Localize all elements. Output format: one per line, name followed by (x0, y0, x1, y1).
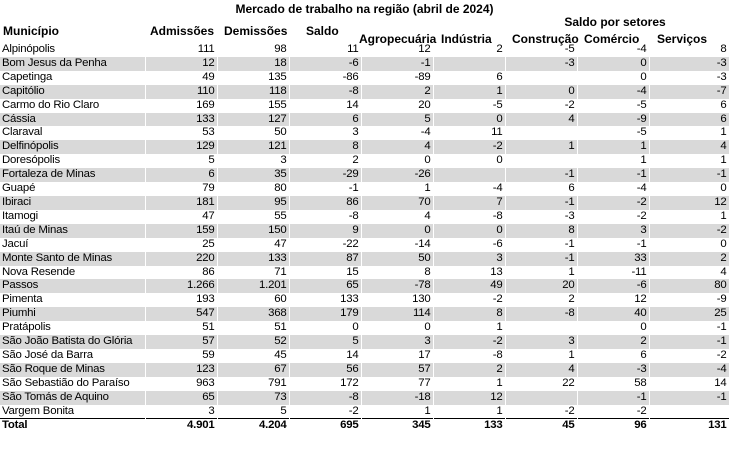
cell-saldo: 15 (289, 266, 361, 280)
table-row (0, 391, 729, 405)
cell-comercio: 0 (577, 57, 649, 71)
cell-industria: 3 (433, 252, 505, 266)
table-row (0, 405, 729, 419)
cell-saldo: 14 (289, 349, 361, 363)
cell-saldo: -86 (289, 71, 361, 85)
cell-agropecuaria: 4 (361, 210, 433, 224)
cell-servicos: 4 (649, 140, 729, 154)
cell-admissoes: 57 (145, 335, 217, 349)
cell-admissoes: 49 (145, 71, 217, 85)
table-row (0, 85, 729, 99)
cell-industria: -6 (433, 238, 505, 252)
cell-comercio: -6 (577, 279, 649, 293)
table-row (0, 140, 729, 154)
header-saldo: Saldo (306, 24, 339, 38)
cell-agropecuaria: 1 (361, 405, 433, 419)
cell-servicos: 0 (649, 238, 729, 252)
header-industria: Indústria (441, 32, 492, 46)
cell-demissoes: 1.201 (217, 279, 289, 293)
cell-admissoes: 6 (145, 168, 217, 182)
table-body (0, 43, 729, 433)
cell-demissoes: 18 (217, 57, 289, 71)
cell-industria: -2 (433, 335, 505, 349)
total-comercio: 96 (577, 419, 649, 433)
cell-servicos: 0 (649, 182, 729, 196)
cell-construcao: 20 (505, 279, 577, 293)
cell-agropecuaria: 0 (361, 224, 433, 238)
cell-municipio: Passos (0, 279, 145, 293)
table-row (0, 113, 729, 127)
cell-comercio: -2 (577, 405, 649, 419)
cell-saldo: 179 (289, 307, 361, 321)
cell-servicos: -1 (649, 168, 729, 182)
cell-admissoes: 3 (145, 405, 217, 419)
cell-servicos (649, 405, 729, 419)
cell-construcao: 1 (505, 349, 577, 363)
cell-agropecuaria: 3 (361, 335, 433, 349)
cell-municipio: Capetinga (0, 71, 145, 85)
cell-demissoes: 155 (217, 99, 289, 113)
cell-construcao (505, 126, 577, 140)
cell-demissoes: 98 (217, 43, 289, 57)
cell-industria: 2 (433, 363, 505, 377)
cell-industria: 7 (433, 196, 505, 210)
cell-demissoes: 47 (217, 238, 289, 252)
cell-saldo: 86 (289, 196, 361, 210)
cell-demissoes: 5 (217, 405, 289, 419)
cell-agropecuaria: 4 (361, 140, 433, 154)
table-row (0, 154, 729, 168)
cell-industria (433, 57, 505, 71)
cell-demissoes: 133 (217, 252, 289, 266)
cell-admissoes: 53 (145, 126, 217, 140)
cell-industria: -2 (433, 293, 505, 307)
cell-construcao: -2 (505, 405, 577, 419)
table-row (0, 266, 729, 280)
cell-admissoes: 1.266 (145, 279, 217, 293)
cell-agropecuaria: -4 (361, 126, 433, 140)
cell-comercio: -11 (577, 266, 649, 280)
cell-admissoes: 963 (145, 377, 217, 391)
cell-saldo: 5 (289, 335, 361, 349)
cell-saldo: -6 (289, 57, 361, 71)
cell-municipio: São José da Barra (0, 349, 145, 363)
cell-municipio: Itamogi (0, 210, 145, 224)
table-row (0, 279, 729, 293)
cell-admissoes: 47 (145, 210, 217, 224)
cell-admissoes: 51 (145, 321, 217, 335)
cell-comercio: -3 (577, 363, 649, 377)
employment-table (0, 43, 729, 433)
cell-construcao: -3 (505, 57, 577, 71)
cell-admissoes: 169 (145, 99, 217, 113)
cell-comercio: -4 (577, 182, 649, 196)
cell-construcao: 2 (505, 293, 577, 307)
cell-demissoes: 135 (217, 71, 289, 85)
cell-industria: 1 (433, 405, 505, 419)
header-demissoes: Demissões (224, 24, 288, 38)
cell-municipio: Itaú de Minas (0, 224, 145, 238)
table-row (0, 57, 729, 71)
cell-comercio: -5 (577, 99, 649, 113)
cell-saldo: 172 (289, 377, 361, 391)
cell-servicos: -2 (649, 349, 729, 363)
cell-admissoes: 181 (145, 196, 217, 210)
table-row (0, 43, 729, 57)
cell-construcao: 8 (505, 224, 577, 238)
cell-agropecuaria: 50 (361, 252, 433, 266)
cell-agropecuaria: 0 (361, 321, 433, 335)
cell-comercio: 3 (577, 224, 649, 238)
total-demissoes: 4.204 (217, 419, 289, 433)
cell-agropecuaria: 17 (361, 349, 433, 363)
cell-municipio: São Sebastião do Paraíso (0, 377, 145, 391)
cell-saldo: -8 (289, 391, 361, 405)
cell-industria: 12 (433, 391, 505, 405)
cell-servicos: 12 (649, 196, 729, 210)
cell-construcao: -8 (505, 307, 577, 321)
table-row (0, 293, 729, 307)
cell-construcao (505, 154, 577, 168)
cell-comercio: -5 (577, 126, 649, 140)
cell-demissoes: 368 (217, 307, 289, 321)
cell-industria: -2 (433, 140, 505, 154)
cell-servicos: 6 (649, 99, 729, 113)
cell-saldo: 87 (289, 252, 361, 266)
cell-agropecuaria: -1 (361, 57, 433, 71)
cell-comercio: -2 (577, 196, 649, 210)
cell-servicos: -1 (649, 335, 729, 349)
cell-industria: 49 (433, 279, 505, 293)
cell-municipio: Monte Santo de Minas (0, 252, 145, 266)
total-construcao: 45 (505, 419, 577, 433)
cell-admissoes: 129 (145, 140, 217, 154)
cell-municipio: Claraval (0, 126, 145, 140)
cell-construcao: 6 (505, 182, 577, 196)
cell-industria: -5 (433, 99, 505, 113)
cell-agropecuaria: 1 (361, 182, 433, 196)
table-row (0, 99, 729, 113)
cell-agropecuaria: 5 (361, 113, 433, 127)
cell-municipio: Guapé (0, 182, 145, 196)
cell-construcao (505, 71, 577, 85)
cell-servicos: 2 (649, 252, 729, 266)
cell-admissoes: 220 (145, 252, 217, 266)
cell-agropecuaria: 20 (361, 99, 433, 113)
cell-construcao: 0 (505, 85, 577, 99)
cell-demissoes: 35 (217, 168, 289, 182)
cell-saldo: 8 (289, 140, 361, 154)
cell-saldo: 14 (289, 99, 361, 113)
cell-municipio: Pimenta (0, 293, 145, 307)
cell-saldo: 9 (289, 224, 361, 238)
cell-industria: 2 (433, 43, 505, 57)
cell-construcao: 4 (505, 363, 577, 377)
cell-comercio: -4 (577, 85, 649, 99)
cell-servicos: 1 (649, 210, 729, 224)
cell-industria: 0 (433, 224, 505, 238)
cell-comercio: 58 (577, 377, 649, 391)
cell-industria (433, 168, 505, 182)
cell-municipio: Piumhi (0, 307, 145, 321)
cell-servicos: 8 (649, 43, 729, 57)
cell-industria: -4 (433, 182, 505, 196)
cell-construcao: -1 (505, 238, 577, 252)
cell-industria: -8 (433, 210, 505, 224)
cell-servicos: -3 (649, 57, 729, 71)
cell-agropecuaria: -26 (361, 168, 433, 182)
cell-demissoes: 50 (217, 126, 289, 140)
cell-demissoes: 791 (217, 377, 289, 391)
cell-municipio: São João Batista do Glória (0, 335, 145, 349)
header-municipio: Município (3, 24, 59, 38)
cell-admissoes: 159 (145, 224, 217, 238)
cell-saldo: 3 (289, 126, 361, 140)
cell-demissoes: 150 (217, 224, 289, 238)
cell-demissoes: 95 (217, 196, 289, 210)
cell-demissoes: 118 (217, 85, 289, 99)
cell-servicos: -1 (649, 321, 729, 335)
cell-demissoes: 67 (217, 363, 289, 377)
cell-industria: 1 (433, 321, 505, 335)
table-row (0, 126, 729, 140)
cell-comercio: -9 (577, 113, 649, 127)
cell-demissoes: 121 (217, 140, 289, 154)
cell-admissoes: 110 (145, 85, 217, 99)
cell-agropecuaria: 2 (361, 85, 433, 99)
table-row (0, 238, 729, 252)
cell-comercio: 12 (577, 293, 649, 307)
cell-agropecuaria: -14 (361, 238, 433, 252)
cell-demissoes: 45 (217, 349, 289, 363)
cell-comercio: 40 (577, 307, 649, 321)
cell-municipio: Ibiraci (0, 196, 145, 210)
table-row (0, 377, 729, 391)
table-row (0, 196, 729, 210)
cell-admissoes: 59 (145, 349, 217, 363)
cell-agropecuaria: 12 (361, 43, 433, 57)
cell-comercio: -2 (577, 210, 649, 224)
cell-saldo: 56 (289, 363, 361, 377)
cell-agropecuaria: 57 (361, 363, 433, 377)
cell-servicos: 1 (649, 126, 729, 140)
total-municipio: Total (0, 419, 145, 433)
cell-admissoes: 123 (145, 363, 217, 377)
cell-admissoes: 133 (145, 113, 217, 127)
cell-comercio: 33 (577, 252, 649, 266)
cell-construcao: -1 (505, 168, 577, 182)
cell-servicos: -3 (649, 71, 729, 85)
header-servicos: Serviços (657, 32, 708, 46)
cell-admissoes: 5 (145, 154, 217, 168)
cell-industria: 0 (433, 154, 505, 168)
cell-agropecuaria: 0 (361, 154, 433, 168)
cell-admissoes: 111 (145, 43, 217, 57)
table-row (0, 307, 729, 321)
cell-servicos: -2 (649, 224, 729, 238)
cell-agropecuaria: 77 (361, 377, 433, 391)
cell-construcao: 22 (505, 377, 577, 391)
cell-comercio: -1 (577, 168, 649, 182)
cell-saldo: -8 (289, 210, 361, 224)
cell-municipio: Vargem Bonita (0, 405, 145, 419)
cell-demissoes: 3 (217, 154, 289, 168)
cell-municipio: Capitólio (0, 85, 145, 99)
table-row (0, 168, 729, 182)
total-servicos: 131 (649, 419, 729, 433)
cell-saldo: -8 (289, 85, 361, 99)
cell-comercio: -1 (577, 391, 649, 405)
cell-servicos: 80 (649, 279, 729, 293)
cell-industria: 1 (433, 377, 505, 391)
cell-servicos: -4 (649, 363, 729, 377)
cell-admissoes: 79 (145, 182, 217, 196)
cell-agropecuaria: -89 (361, 71, 433, 85)
table-row (0, 349, 729, 363)
cell-municipio: Nova Resende (0, 266, 145, 280)
table-row (0, 321, 729, 335)
cell-servicos: -1 (649, 391, 729, 405)
cell-industria: 11 (433, 126, 505, 140)
cell-admissoes: 65 (145, 391, 217, 405)
table-row (0, 363, 729, 377)
cell-municipio: Cássia (0, 113, 145, 127)
cell-servicos: 14 (649, 377, 729, 391)
cell-construcao: -3 (505, 210, 577, 224)
cell-comercio: 0 (577, 71, 649, 85)
total-saldo: 695 (289, 419, 361, 433)
cell-comercio: 6 (577, 349, 649, 363)
cell-industria: 8 (433, 307, 505, 321)
header-construcao: Construção (512, 32, 579, 46)
cell-construcao (505, 391, 577, 405)
cell-comercio: 1 (577, 140, 649, 154)
cell-servicos: 4 (649, 266, 729, 280)
cell-saldo: -22 (289, 238, 361, 252)
cell-servicos: 1 (649, 154, 729, 168)
cell-construcao: -1 (505, 252, 577, 266)
table-row (0, 252, 729, 266)
total-agropecuaria: 345 (361, 419, 433, 433)
cell-servicos: -7 (649, 85, 729, 99)
cell-admissoes: 25 (145, 238, 217, 252)
table-row (0, 71, 729, 85)
cell-municipio: Doresópolis (0, 154, 145, 168)
cell-construcao: -2 (505, 99, 577, 113)
cell-municipio: Alpinópolis (0, 43, 145, 57)
cell-municipio: São Roque de Minas (0, 363, 145, 377)
cell-demissoes: 55 (217, 210, 289, 224)
table-row (0, 224, 729, 238)
cell-comercio: -1 (577, 238, 649, 252)
cell-industria: 6 (433, 71, 505, 85)
table-row (0, 210, 729, 224)
cell-saldo: -1 (289, 182, 361, 196)
cell-municipio: São Tomás de Aquino (0, 391, 145, 405)
cell-agropecuaria: 70 (361, 196, 433, 210)
cell-demissoes: 60 (217, 293, 289, 307)
cell-industria: 0 (433, 113, 505, 127)
cell-construcao: -1 (505, 196, 577, 210)
total-admissoes: 4.901 (145, 419, 217, 433)
cell-construcao: 1 (505, 140, 577, 154)
table-row (0, 335, 729, 349)
cell-demissoes: 51 (217, 321, 289, 335)
cell-demissoes: 80 (217, 182, 289, 196)
cell-saldo: -29 (289, 168, 361, 182)
cell-industria: 13 (433, 266, 505, 280)
table-row (0, 182, 729, 196)
cell-saldo: 11 (289, 43, 361, 57)
cell-demissoes: 71 (217, 266, 289, 280)
sector-group-label: Saldo por setores (564, 15, 666, 29)
cell-agropecuaria: 130 (361, 293, 433, 307)
cell-admissoes: 86 (145, 266, 217, 280)
cell-saldo: 0 (289, 321, 361, 335)
cell-servicos: 25 (649, 307, 729, 321)
table-title: Mercado de trabalho na região (abril de 2024) (235, 2, 494, 16)
cell-comercio: 0 (577, 321, 649, 335)
header-comercio: Comércio (584, 32, 640, 46)
cell-saldo: 6 (289, 113, 361, 127)
cell-servicos: 6 (649, 113, 729, 127)
cell-municipio: Delfinópolis (0, 140, 145, 154)
cell-comercio: -4 (577, 43, 649, 57)
cell-agropecuaria: 114 (361, 307, 433, 321)
cell-municipio: Pratápolis (0, 321, 145, 335)
cell-municipio: Bom Jesus da Penha (0, 57, 145, 71)
cell-saldo: 2 (289, 154, 361, 168)
cell-municipio: Carmo do Rio Claro (0, 99, 145, 113)
cell-saldo: 65 (289, 279, 361, 293)
cell-admissoes: 12 (145, 57, 217, 71)
cell-industria: -8 (433, 349, 505, 363)
cell-demissoes: 73 (217, 391, 289, 405)
cell-construcao: -5 (505, 43, 577, 57)
cell-construcao: 4 (505, 113, 577, 127)
cell-admissoes: 547 (145, 307, 217, 321)
cell-construcao: 1 (505, 266, 577, 280)
cell-agropecuaria: 8 (361, 266, 433, 280)
cell-construcao: 3 (505, 335, 577, 349)
cell-saldo: 133 (289, 293, 361, 307)
cell-servicos: -9 (649, 293, 729, 307)
header-agropecuaria: Agropecuária (359, 32, 437, 46)
cell-comercio: 2 (577, 335, 649, 349)
cell-agropecuaria: -78 (361, 279, 433, 293)
total-industria: 133 (433, 419, 505, 433)
cell-construcao (505, 321, 577, 335)
cell-saldo: -2 (289, 405, 361, 419)
cell-agropecuaria: -18 (361, 391, 433, 405)
cell-municipio: Jacuí (0, 238, 145, 252)
header-admissoes: Admissões (150, 24, 215, 38)
cell-demissoes: 52 (217, 335, 289, 349)
total-row (0, 419, 729, 433)
cell-demissoes: 127 (217, 113, 289, 127)
cell-municipio: Fortaleza de Minas (0, 168, 145, 182)
cell-admissoes: 193 (145, 293, 217, 307)
cell-industria: 1 (433, 85, 505, 99)
cell-comercio: 1 (577, 154, 649, 168)
